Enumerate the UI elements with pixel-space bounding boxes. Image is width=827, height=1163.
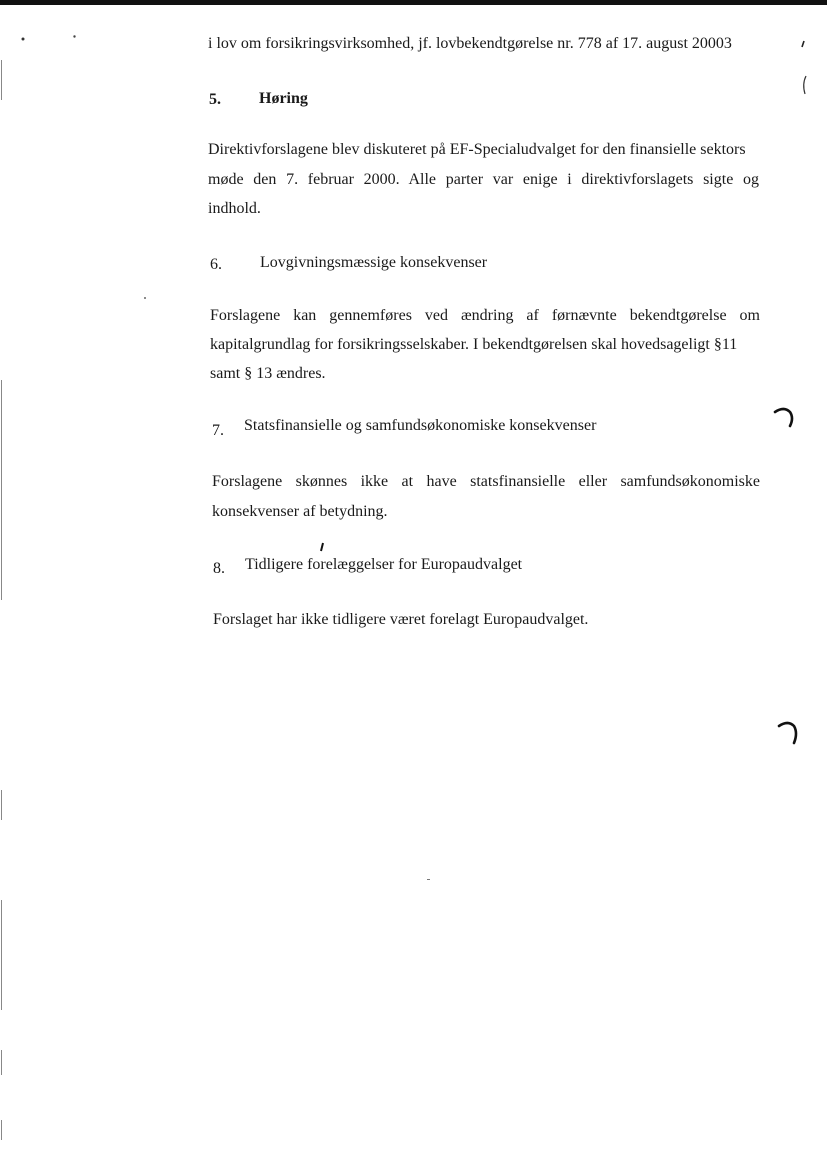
section-title: Høring xyxy=(259,90,308,107)
scan-edge-mark xyxy=(1,1120,2,1140)
paragraph-line: kapitalgrundlag for forsikringsselskaber. I bekendtgørelsen skal hovedsageligt §11 xyxy=(210,336,738,353)
paragraph-line: Forslagene skønnes ikke at have statsfinansielle eller samfundsøkonomiske xyxy=(212,473,760,490)
scan-speck xyxy=(318,542,326,554)
paragraph-line: konsekvenser af betydning. xyxy=(212,503,388,520)
scan-edge-mark xyxy=(1,1050,2,1075)
paragraph-line: indhold. xyxy=(208,200,261,217)
section-number: 8. xyxy=(213,560,225,577)
section-title: Statsfinansielle og samfundsøkonomiske konsekvenser xyxy=(244,417,597,434)
section-title: Lovgivningsmæssige konsekvenser xyxy=(260,254,488,271)
section-title: Tidligere forelæggelser for Europaudvalget xyxy=(245,556,523,573)
section-number: 5. xyxy=(209,91,221,108)
punch-hole-mark xyxy=(776,718,804,746)
scan-edge-mark xyxy=(1,900,2,1010)
scan-speck xyxy=(20,36,26,42)
section-number: 7. xyxy=(212,422,224,439)
paragraph-line: møde den 7. februar 2000. Alle parter var enige i direktivforslagets sigte og xyxy=(208,171,759,188)
section-number: 6. xyxy=(210,256,222,273)
paragraph-line: Forslaget har ikke tidligere været forelagt Europaudvalget. xyxy=(213,611,589,628)
top-scan-border xyxy=(0,0,827,5)
scan-edge-mark xyxy=(1,380,2,600)
scan-speck xyxy=(427,878,431,881)
scan-speck xyxy=(72,34,77,39)
scan-edge-mark xyxy=(1,60,2,100)
punch-hole-mark xyxy=(772,404,800,428)
paragraph-line: Direktivforslagene blev diskuteret på EF-Specialudvalget for den finansielle sektors xyxy=(208,141,746,158)
scan-edge-mark xyxy=(1,790,2,820)
paragraph-line: samt § 13 ændres. xyxy=(210,365,326,382)
paragraph-line: Forslagene kan gennemføres ved ændring af førnævnte bekendtgørelse om xyxy=(210,307,760,324)
scan-bracket-mark xyxy=(800,74,808,96)
continuation-line: i lov om forsikringsvirksomhed, jf. lovbekendtgørelse nr. 778 af 17. august 20003 xyxy=(208,35,732,52)
scan-speck xyxy=(800,40,806,48)
scan-speck xyxy=(143,296,147,300)
